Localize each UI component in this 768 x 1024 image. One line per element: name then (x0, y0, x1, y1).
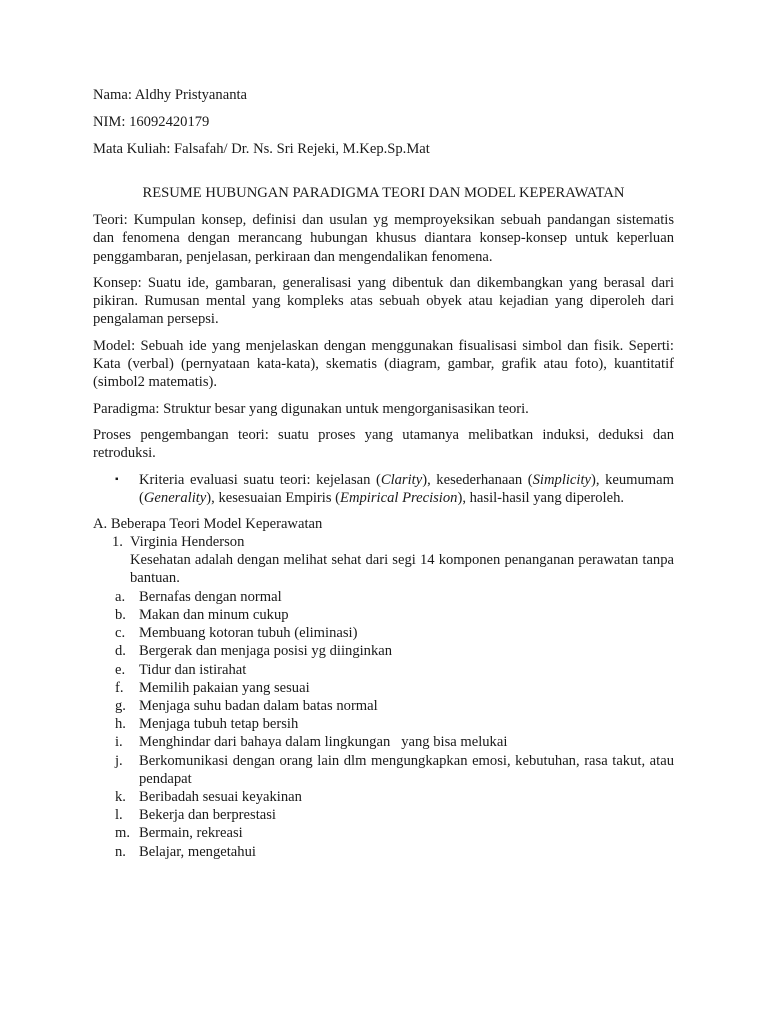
criteria-text-5: ), hasil-hasil yang diperoleh. (457, 489, 625, 506)
list-item-letter: a. (115, 588, 126, 605)
list-item-letter: f. (115, 679, 124, 696)
list-item-text: Memilih pakaian yang sesuai (139, 679, 310, 696)
list-item (93, 697, 674, 715)
square-bullet-icon: ▪ (115, 473, 119, 485)
paragraph-konsep: Konsep: Suatu ide, gambaran, generalisasi yang dibentuk dan dikembangkan yang berasal dari pikiran. Rumusan mental yang kompleks atas sebuah obyek atau kejadian yang diperoleh dari pengalaman persepsi. (93, 274, 674, 328)
criteria-simplicity: Simplicity (532, 471, 591, 488)
list-item-letter: c. (115, 625, 126, 642)
theory-description: Kesehatan adalah dengan melihat sehat dari segi 14 komponen penanganan perawatan tanpa bantuan. (130, 552, 674, 587)
list-item (93, 733, 674, 751)
course-info: Mata Kuliah: Falsafah/ Dr. Ns. Sri Rejeki, M.Kep.Sp.Mat (93, 141, 430, 157)
list-item-text: Bekerja dan berprestasi (139, 807, 276, 824)
list-item-letter: d. (115, 643, 126, 660)
list-item-letter: k. (115, 788, 126, 805)
list-item-letter: l. (115, 807, 123, 824)
list-item-text: Bergerak dan menjaga posisi yg diinginkan (139, 643, 393, 660)
list-item (93, 715, 674, 733)
list-item-letter: b. (115, 606, 126, 623)
list-item (93, 788, 674, 806)
criteria-empirical: Empirical Precision (340, 489, 458, 506)
paragraph-model: Model: Sebuah ide yang menjelaskan dengan menggunakan fisualisasi simbol dan fisik. Seperti: Kata (verbal) (pernyataan kata-kata), skematis (diagram, gambar, grafik atau foto), kuantitatif (simbol2 matematis). (93, 337, 674, 391)
document-page (93, 86, 674, 861)
section-heading: A. Beberapa Teori Model Keperawatan (93, 516, 323, 533)
list-item-text: Membuang kotoran tubuh (eliminasi) (139, 625, 358, 642)
criteria-text-4: ), kesesuaian Empiris ( (206, 489, 341, 506)
student-nim: NIM: 16092420179 (93, 114, 210, 130)
theory-item (93, 533, 674, 551)
document-title: RESUME HUBUNGAN PARADIGMA TEORI DAN MODEL KEPERAWATAN (142, 185, 625, 201)
list-item-text: Tidur dan istirahat (139, 661, 247, 678)
list-item-letter: e. (115, 661, 126, 678)
paragraph-proses: Proses pengembangan teori: suatu proses yang utamanya melibatkan induksi, deduksi dan retroduksi. (93, 426, 674, 462)
list-item (93, 661, 674, 679)
list-item (93, 606, 674, 624)
criteria-text-3: ), keumumam ( (139, 471, 674, 506)
criteria-text-1: Kriteria evaluasi suatu teori: kejelasan ( (139, 471, 381, 488)
component-list (93, 588, 674, 861)
list-item (93, 824, 674, 842)
list-item-text: Berkomunikasi dengan orang lain dlm mengungkapkan emosi, kebutuhan, rasa takut, atau pendapat (139, 752, 674, 787)
paragraph-teori: Teori: Kumpulan konsep, definisi dan usulan yg memproyeksikan sebuah pandangan sistematis dan fenomena dengan merancang hubungan khusus diantara konsep-konsep untuk keperluan penggambaran, penjelasan, perkiraan dan mengendalikan fenomena. (93, 212, 674, 265)
list-item (93, 806, 674, 824)
theory-item-number: 1. (112, 534, 123, 551)
criteria-clarity: Clarity (380, 471, 423, 488)
list-item-letter: i. (115, 734, 123, 751)
list-item-text: Bernafas dengan normal (139, 588, 282, 605)
list-item-text: Beribadah sesuai keyakinan (139, 788, 302, 805)
list-item-letter: m. (115, 825, 130, 842)
list-item (93, 752, 674, 788)
student-name: Nama: Aldhy Pristyananta (93, 87, 248, 103)
list-item (93, 624, 674, 642)
list-item-text: Menghindar dari bahaya dalam lingkungan yang bisa melukai (139, 734, 508, 751)
list-item (93, 679, 674, 697)
list-item-letter: h. (115, 716, 126, 733)
criteria-generality: Generality (143, 489, 207, 506)
list-item-text: Menjaga tubuh tetap bersih (139, 716, 299, 733)
list-item-text: Makan dan minum cukup (139, 606, 289, 623)
list-item (93, 642, 674, 660)
list-item-text: Belajar, mengetahui (139, 843, 256, 860)
paragraph-paradigma: Paradigma: Struktur besar yang digunakan untuk mengorganisasikan teori. (93, 400, 529, 417)
list-item (93, 843, 674, 861)
list-item-text: Menjaga suhu badan dalam batas normal (139, 697, 378, 714)
criteria-text-2: ), kesederhanaan ( (422, 471, 533, 488)
list-item-letter: j. (115, 752, 123, 769)
list-item (93, 588, 674, 606)
list-item-letter: n. (115, 843, 126, 860)
theory-item-name: Virginia Henderson (130, 534, 245, 551)
criteria-bullet (93, 471, 674, 508)
list-item-letter: g. (115, 697, 126, 714)
list-item-text: Bermain, rekreasi (139, 825, 243, 842)
